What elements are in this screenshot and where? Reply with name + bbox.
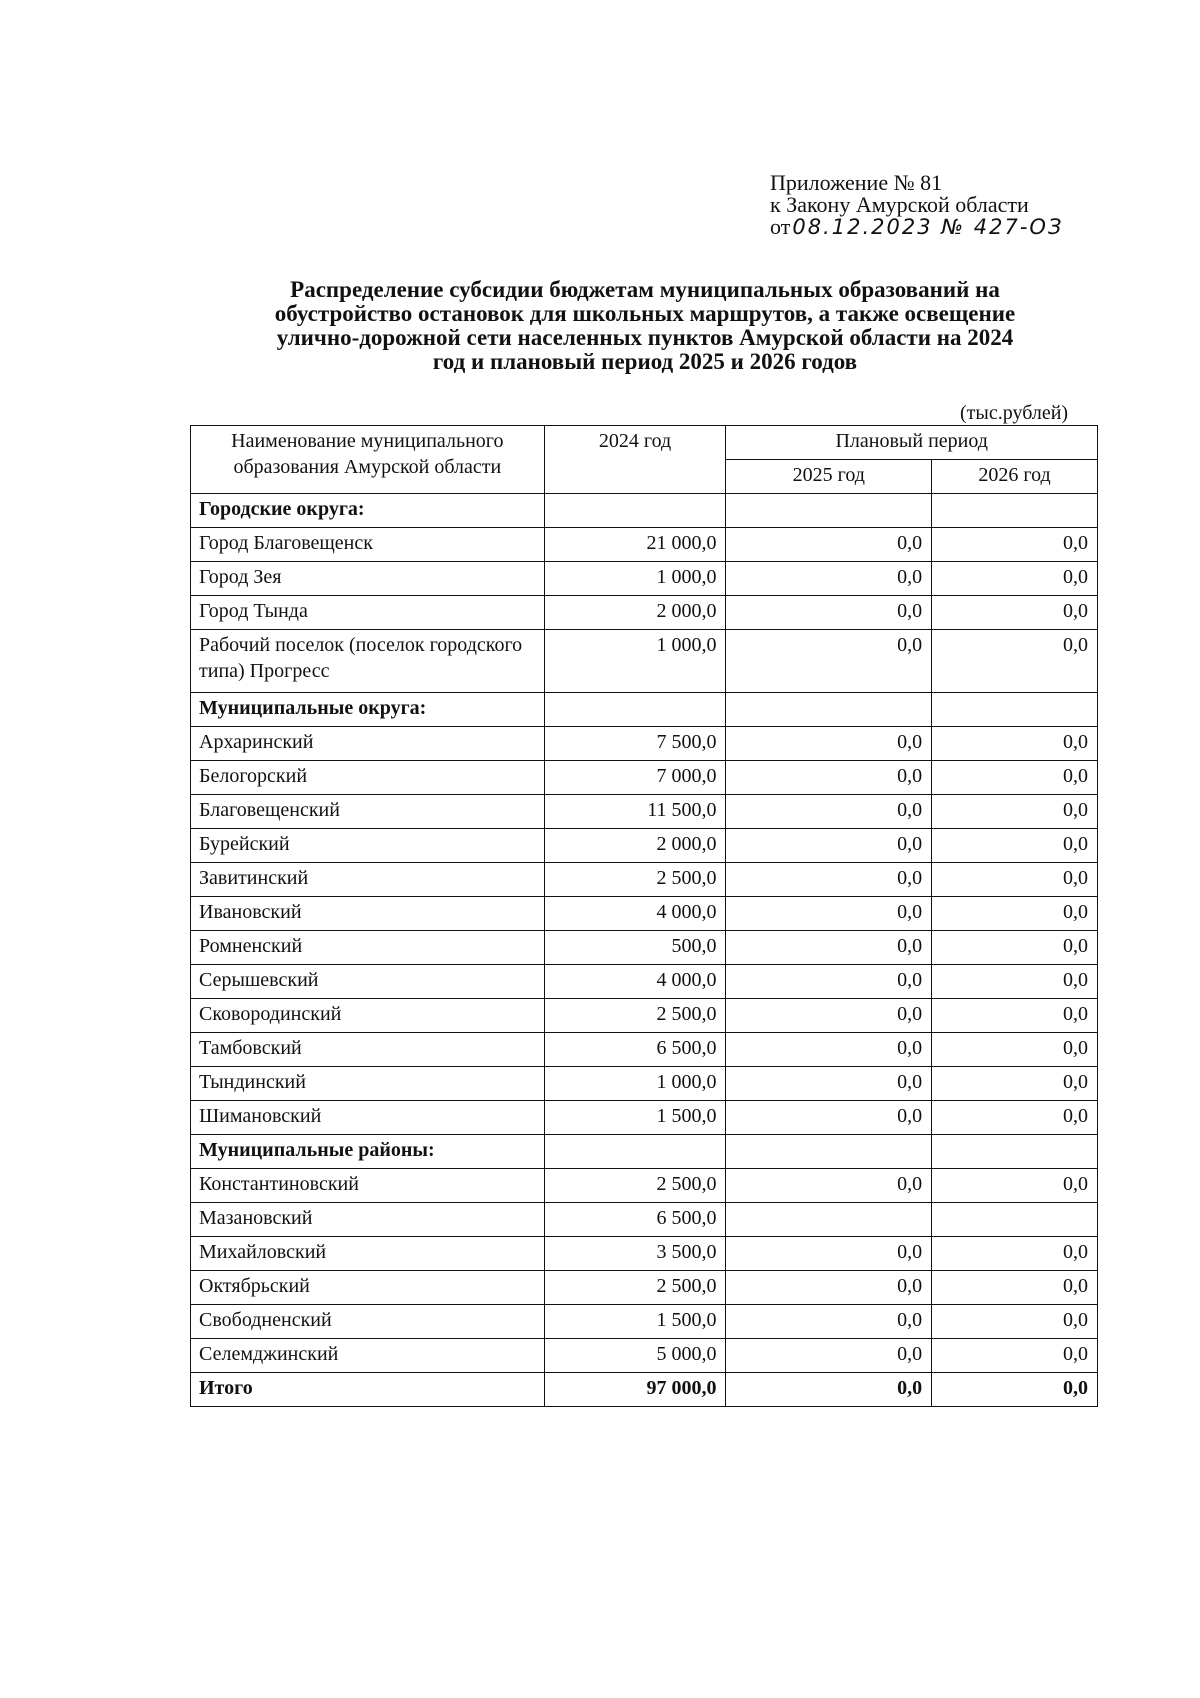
empty-cell: [932, 494, 1098, 528]
value-2026: 0,0: [932, 897, 1098, 931]
municipality-name: Сковородинский: [191, 999, 545, 1033]
table-row: [191, 931, 1098, 965]
value-2024: 1 000,0: [544, 562, 726, 596]
value-2025: 0,0: [726, 1305, 932, 1339]
column-header-planned-period: Плановый период: [726, 426, 1098, 460]
municipality-name: Шимановский: [191, 1101, 545, 1135]
title-line: обустройство остановок для школьных маршрутов, а также освещение: [274, 301, 1016, 326]
value-2026: 0,0: [932, 528, 1098, 562]
value-2024: 2 500,0: [544, 999, 726, 1033]
municipality-name: Мазановский: [191, 1203, 545, 1237]
value-2024: 7 000,0: [544, 761, 726, 795]
table-row: [191, 1271, 1098, 1305]
value-2025: 0,0: [726, 1067, 932, 1101]
value-2026: 0,0: [932, 931, 1098, 965]
value-2025: 0,0: [726, 630, 932, 693]
table-row: [191, 727, 1098, 761]
value-2025: 0,0: [726, 1237, 932, 1271]
table-row: [191, 596, 1098, 630]
value-2025: 0,0: [726, 1033, 932, 1067]
value-2025: 0,0: [726, 562, 932, 596]
value-2026: 0,0: [932, 1339, 1098, 1373]
value-2026: 0,0: [932, 761, 1098, 795]
value-2026: 0,0: [932, 795, 1098, 829]
value-2026: 0,0: [932, 863, 1098, 897]
value-2026: 0,0: [932, 1169, 1098, 1203]
empty-cell: [726, 693, 932, 727]
value-2024: 21 000,0: [544, 528, 726, 562]
table-row: [191, 630, 1098, 693]
value-2025: 0,0: [726, 795, 932, 829]
units-label: (тыс.рублей): [960, 402, 1069, 424]
empty-cell: [932, 693, 1098, 727]
value-2024: 6 500,0: [544, 1033, 726, 1067]
table-row: [191, 1033, 1098, 1067]
value-2026: 0,0: [932, 596, 1098, 630]
value-2026: [932, 1203, 1098, 1237]
value-2025: [726, 1203, 932, 1237]
value-2025: 0,0: [726, 931, 932, 965]
total-2024: 97 000,0: [544, 1373, 726, 1407]
municipality-name: Город Тында: [191, 596, 545, 630]
value-2025: 0,0: [726, 1271, 932, 1305]
table-row: [191, 1169, 1098, 1203]
table-row: [191, 863, 1098, 897]
value-2025: 0,0: [726, 528, 932, 562]
empty-cell: [932, 1135, 1098, 1169]
value-2025: 0,0: [726, 1101, 932, 1135]
column-header-name: Наименование муниципального образования Амурской области: [191, 426, 545, 494]
empty-cell: [726, 494, 932, 528]
municipality-name: Ивановский: [191, 897, 545, 931]
municipality-name: Михайловский: [191, 1237, 545, 1271]
value-2025: 0,0: [726, 829, 932, 863]
value-2025: 0,0: [726, 1169, 932, 1203]
subsidy-distribution-table: [190, 425, 1098, 1407]
value-2024: 4 000,0: [544, 897, 726, 931]
title-line: год и плановый период 2025 и 2026 годов: [432, 349, 858, 374]
table-row: [191, 965, 1098, 999]
appendix-date-prefix: от: [770, 214, 791, 239]
value-2025: 0,0: [726, 1339, 932, 1373]
value-2026: 0,0: [932, 1271, 1098, 1305]
value-2025: 0,0: [726, 897, 932, 931]
value-2025: 0,0: [726, 965, 932, 999]
total-2025: 0,0: [726, 1373, 932, 1407]
column-header-2025: 2025 год: [726, 460, 932, 494]
table-row: [191, 795, 1098, 829]
value-2026: 0,0: [932, 1067, 1098, 1101]
section-header-row: [191, 693, 1098, 727]
appendix-date-line: [770, 216, 1063, 238]
value-2024: 1 000,0: [544, 1067, 726, 1101]
table-header-row: [191, 426, 1098, 460]
value-2026: 0,0: [932, 1033, 1098, 1067]
table-row: [191, 562, 1098, 596]
municipality-name: Город Зея: [191, 562, 545, 596]
total-2026: 0,0: [932, 1373, 1098, 1407]
value-2024: 1 000,0: [544, 630, 726, 693]
value-2024: 2 500,0: [544, 863, 726, 897]
value-2024: 500,0: [544, 931, 726, 965]
empty-cell: [544, 1135, 726, 1169]
column-header-2024: 2024 год: [544, 426, 726, 494]
value-2024: 6 500,0: [544, 1203, 726, 1237]
value-2025: 0,0: [726, 761, 932, 795]
table-row: [191, 999, 1098, 1033]
municipality-name: Бурейский: [191, 829, 545, 863]
value-2025: 0,0: [726, 863, 932, 897]
table-row: [191, 1203, 1098, 1237]
empty-cell: [544, 494, 726, 528]
value-2026: 0,0: [932, 727, 1098, 761]
value-2026: 0,0: [932, 965, 1098, 999]
municipality-name: Архаринский: [191, 727, 545, 761]
value-2026: 0,0: [932, 829, 1098, 863]
value-2024: 2 000,0: [544, 596, 726, 630]
table-body: [191, 494, 1098, 1407]
column-header-2026: 2026 год: [932, 460, 1098, 494]
section-title: Муниципальные округа:: [191, 693, 545, 727]
total-row: [191, 1373, 1098, 1407]
empty-cell: [726, 1135, 932, 1169]
section-header-row: [191, 1135, 1098, 1169]
value-2025: 0,0: [726, 596, 932, 630]
table-row: [191, 761, 1098, 795]
value-2024: 1 500,0: [544, 1101, 726, 1135]
municipality-name: Константиновский: [191, 1169, 545, 1203]
municipality-name: Завитинский: [191, 863, 545, 897]
table-row: [191, 1101, 1098, 1135]
municipality-name: Тындинский: [191, 1067, 545, 1101]
municipality-name: Благовещенский: [191, 795, 545, 829]
document-title: [180, 278, 1110, 374]
municipality-name: Белогорский: [191, 761, 545, 795]
municipality-name: Свободненский: [191, 1305, 545, 1339]
municipality-name: Тамбовский: [191, 1033, 545, 1067]
title-line: Распределение субсидии бюджетам муниципальных образований на: [290, 277, 1000, 302]
value-2026: 0,0: [932, 1237, 1098, 1271]
municipality-name: Город Благовещенск: [191, 528, 545, 562]
value-2024: 2 500,0: [544, 1271, 726, 1305]
table-row: [191, 829, 1098, 863]
table-row: [191, 1339, 1098, 1373]
municipality-name: Серышевский: [191, 965, 545, 999]
table-row: [191, 1067, 1098, 1101]
table-row: [191, 528, 1098, 562]
section-title: Городские округа:: [191, 494, 545, 528]
municipality-name: Рабочий поселок (поселок городского типа) Прогресс: [191, 630, 545, 693]
section-header-row: [191, 494, 1098, 528]
appendix-law-reference: к Закону Амурской области: [770, 192, 1029, 217]
value-2024: 3 500,0: [544, 1237, 726, 1271]
empty-cell: [544, 693, 726, 727]
municipality-name: Ромненский: [191, 931, 545, 965]
value-2026: 0,0: [932, 1101, 1098, 1135]
value-2024: 2 000,0: [544, 829, 726, 863]
title-line: улично-дорожной сети населенных пунктов Амурской области на 2024: [276, 325, 1014, 350]
appendix-reference: [770, 172, 1063, 238]
table-row: [191, 897, 1098, 931]
value-2026: 0,0: [932, 562, 1098, 596]
value-2024: 4 000,0: [544, 965, 726, 999]
value-2026: 0,0: [932, 999, 1098, 1033]
municipality-name: Селемджинский: [191, 1339, 545, 1373]
value-2024: 5 000,0: [544, 1339, 726, 1373]
section-title: Муниципальные районы:: [191, 1135, 545, 1169]
value-2024: 7 500,0: [544, 727, 726, 761]
value-2026: 0,0: [932, 630, 1098, 693]
value-2025: 0,0: [726, 999, 932, 1033]
table-row: [191, 1237, 1098, 1271]
value-2024: 11 500,0: [544, 795, 726, 829]
handwritten-date-number: 08.12.2023 № 427-ОЗ: [792, 215, 1064, 239]
table-row: [191, 1305, 1098, 1339]
value-2025: 0,0: [726, 727, 932, 761]
value-2024: 2 500,0: [544, 1169, 726, 1203]
municipality-name: Октябрьский: [191, 1271, 545, 1305]
total-label: Итого: [191, 1373, 545, 1407]
appendix-number: Приложение № 81: [770, 170, 943, 195]
value-2026: 0,0: [932, 1305, 1098, 1339]
value-2024: 1 500,0: [544, 1305, 726, 1339]
